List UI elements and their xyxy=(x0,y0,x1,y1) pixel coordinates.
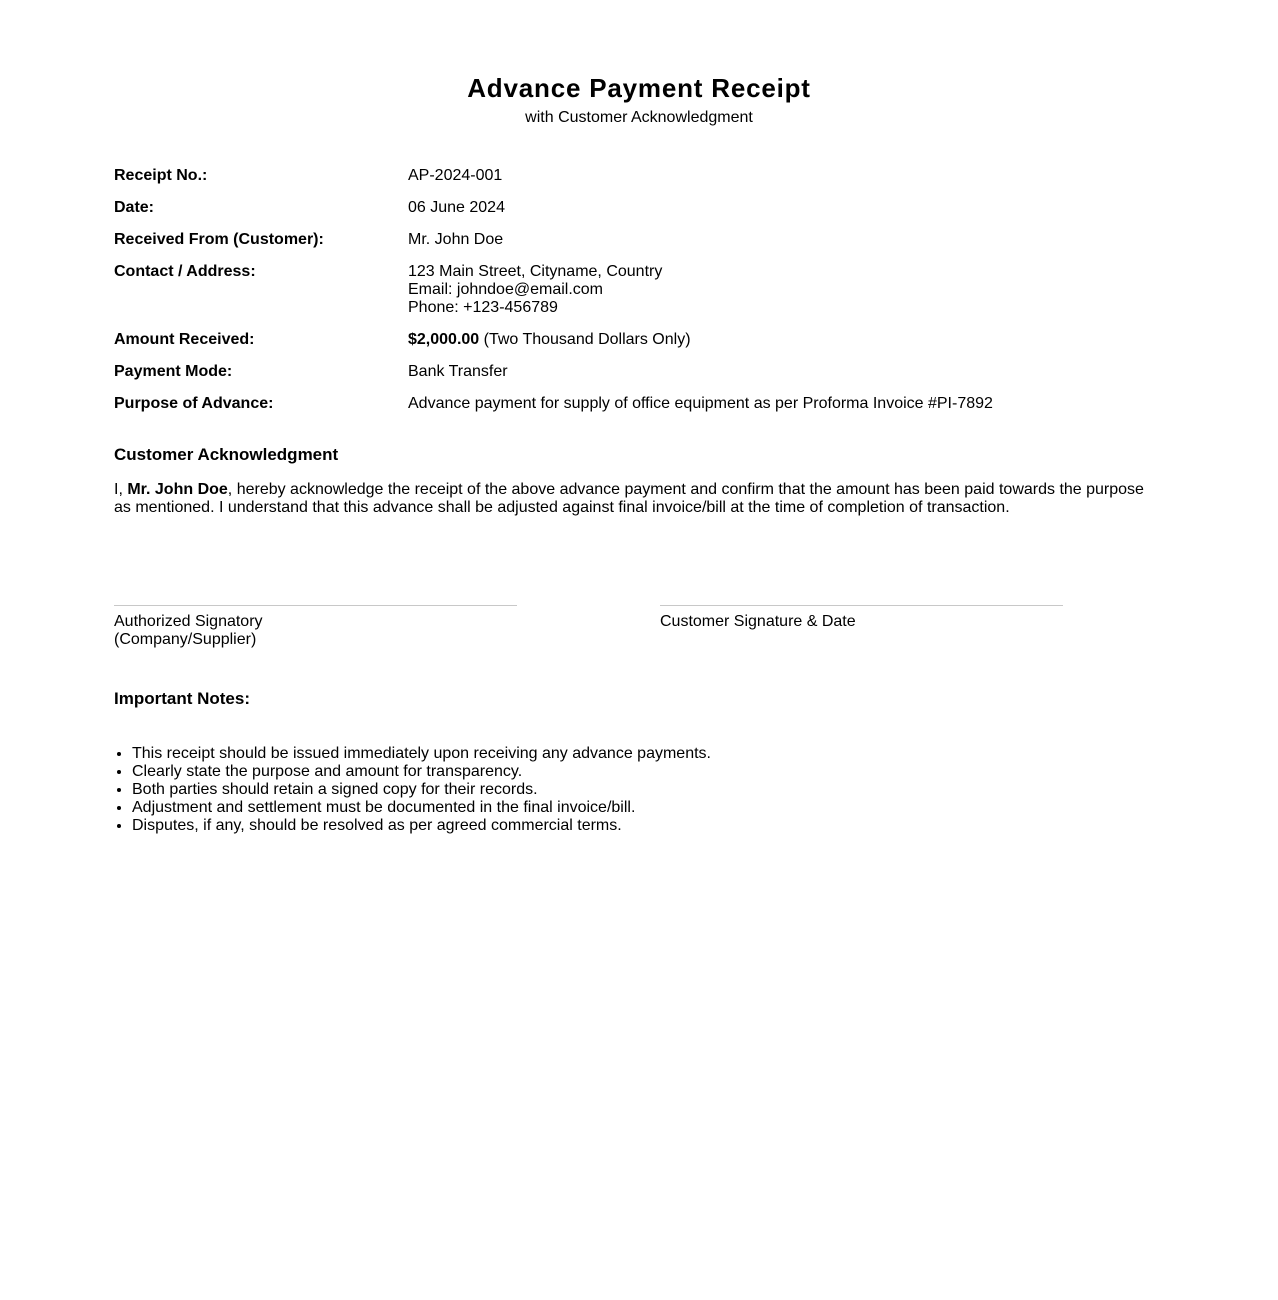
detail-label: Amount Received: xyxy=(114,331,255,348)
ack-customer-name: Mr. John Doe xyxy=(127,481,228,498)
detail-row-purpose xyxy=(114,395,1164,413)
list-item: • Both parties should retain a signed copy for their records. xyxy=(132,781,1162,799)
detail-row-received-from xyxy=(114,231,1164,249)
detail-label: Contact / Address: xyxy=(114,263,256,280)
detail-row-receipt-no xyxy=(114,167,1164,185)
detail-value: Bank Transfer xyxy=(408,363,508,380)
detail-row-date xyxy=(114,199,1164,217)
detail-value: Mr. John Doe xyxy=(408,231,504,248)
ack-prefix: I, xyxy=(114,481,128,498)
detail-label: Received From (Customer): xyxy=(114,231,324,248)
customer-signature-block xyxy=(660,605,1063,631)
detail-value: AP-2024-001 xyxy=(408,167,503,184)
detail-label: Receipt No.: xyxy=(114,167,208,184)
acknowledgment-heading: Customer Acknowledgment xyxy=(114,445,339,464)
detail-label: Purpose of Advance: xyxy=(114,395,274,412)
signature-caption-sub: (Company/Supplier) xyxy=(114,631,257,648)
ack-body: , hereby acknowledge the receipt of the above advance payment and confirm that the amount has been paid towards the purpose as mentioned. I understand that this advance shall be adjusted against final invoice/bill at the time of completion of transaction. xyxy=(114,481,1144,516)
amount-value xyxy=(408,331,1164,349)
detail-value: Advance payment for supply of office equipment as per Proforma Invoice #PI-7892 xyxy=(408,395,993,412)
notes-heading: Important Notes: xyxy=(114,689,250,708)
contact-address-block xyxy=(408,263,1164,317)
list-item: • This receipt should be issued immediately upon receiving any advance payments. xyxy=(132,745,1162,763)
address-line: 123 Main Street, Cityname, Country xyxy=(408,263,663,280)
detail-label: Date: xyxy=(114,199,155,216)
signature-caption: Customer Signature & Date xyxy=(660,613,856,630)
list-item: • Clearly state the purpose and amount for transparency. xyxy=(132,763,1162,781)
notes-list xyxy=(114,745,1162,835)
list-item: • Disputes, if any, should be resolved as per agreed commercial terms. xyxy=(132,817,1162,835)
authorized-signatory-block xyxy=(114,605,517,649)
signature-caption: Authorized Signatory xyxy=(114,613,263,630)
receipt-title: Advance Payment Receipt xyxy=(467,73,811,103)
receipt-subtitle: with Customer Acknowledgment xyxy=(525,109,753,126)
amount-words: (Two Thousand Dollars Only) xyxy=(479,331,691,348)
receipt-details xyxy=(114,167,1164,427)
list-item: • Adjustment and settlement must be documented in the final invoice/bill. xyxy=(132,799,1162,817)
detail-row-contact-address xyxy=(114,263,1164,317)
detail-row-payment-mode xyxy=(114,363,1164,381)
detail-row-amount xyxy=(114,331,1164,349)
email-line: Email: johndoe@email.com xyxy=(408,281,603,298)
detail-value: 06 June 2024 xyxy=(408,199,505,216)
detail-label: Payment Mode: xyxy=(114,363,233,380)
acknowledgment-text xyxy=(114,481,1154,517)
phone-line: Phone: +123-456789 xyxy=(408,299,558,316)
amount-figure: $2,000.00 xyxy=(408,331,480,348)
